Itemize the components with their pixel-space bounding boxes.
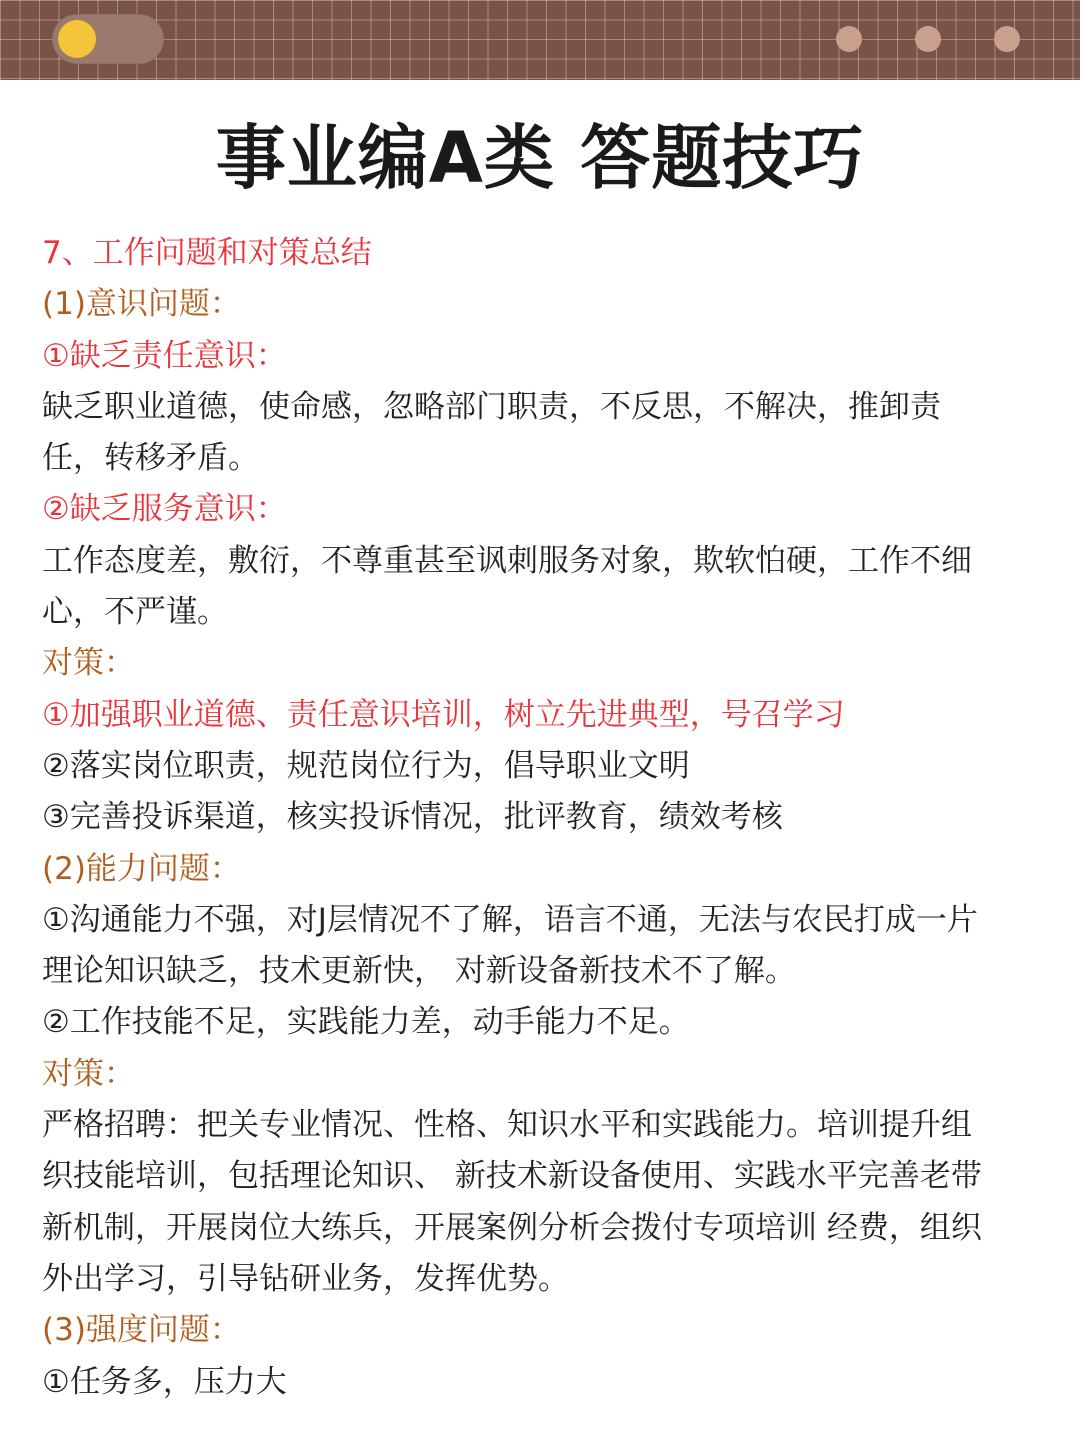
dot-icon xyxy=(915,26,941,52)
measures-text-line: 新机制，开展岗位大练兵，开展案例分析会拨付专项培训 经费，组织 xyxy=(42,1209,982,1246)
item-text-line: ①沟通能力不强，对J层情况不了解，语言不通，无法与农民打成一片 xyxy=(42,901,978,938)
toggle-knob-icon xyxy=(58,20,96,58)
item-text-line: 任，转移矛盾。 xyxy=(42,440,259,477)
dot-icon xyxy=(994,26,1020,52)
measures-label: 对策： xyxy=(42,1055,135,1092)
dot-icon xyxy=(836,26,862,52)
measures-text-line: 严格招聘：把关专业情况、性格、知识水平和实践能力。培训提升组 xyxy=(42,1107,972,1144)
measure-item: ②落实岗位职责，规范岗位行为，倡导职业文明 xyxy=(42,747,690,784)
page-title: 事业编A类 答题技巧 xyxy=(215,117,865,199)
measure-item: ①加强职业道德、责任意识培训，树立先进典型，号召学习 xyxy=(42,696,845,733)
item-text-line: 工作态度差，敷衍，不尊重甚至讽刺服务对象，欺软怕硬，工作不细 xyxy=(42,542,972,579)
item-text-line: 心，不严谨。 xyxy=(42,594,228,631)
item-text-line: 缺乏职业道德，使命感，忽略部门职责，不反思，不解决，推卸责 xyxy=(42,388,941,425)
item-text-line: 理论知识缺乏，技术更新快， 对新设备新技术不了解。 xyxy=(42,953,796,990)
header-grid-strip xyxy=(0,0,1080,80)
item-title-service: ②缺乏服务意识： xyxy=(42,491,287,528)
toggle-switch-icon xyxy=(52,14,164,64)
subsection-heading-awareness: (1)意识问题： xyxy=(42,286,241,323)
item-text-line: ①任务多，压力大 xyxy=(42,1363,287,1400)
article-body xyxy=(42,228,1042,1408)
section-heading: 7、工作问题和对策总结 xyxy=(42,235,372,271)
measures-text-line: 外出学习，引导钻研业务，发挥优势。 xyxy=(42,1260,569,1297)
subsection-heading-intensity: (3)强度问题： xyxy=(42,1312,241,1349)
item-title-responsibility: ①缺乏责任意识： xyxy=(42,337,287,374)
measure-item: ③完善投诉渠道，核实投诉情况，批评教育，绩效考核 xyxy=(42,799,783,836)
measures-text-line: 织技能培训，包括理论知识、 新技术新设备使用、实践水平完善老带 xyxy=(42,1158,982,1195)
subsection-heading-ability: (2)能力问题： xyxy=(42,850,241,887)
measures-label: 对策： xyxy=(42,645,135,682)
item-text-line: ②工作技能不足，实践能力差，动手能力不足。 xyxy=(42,1004,690,1041)
